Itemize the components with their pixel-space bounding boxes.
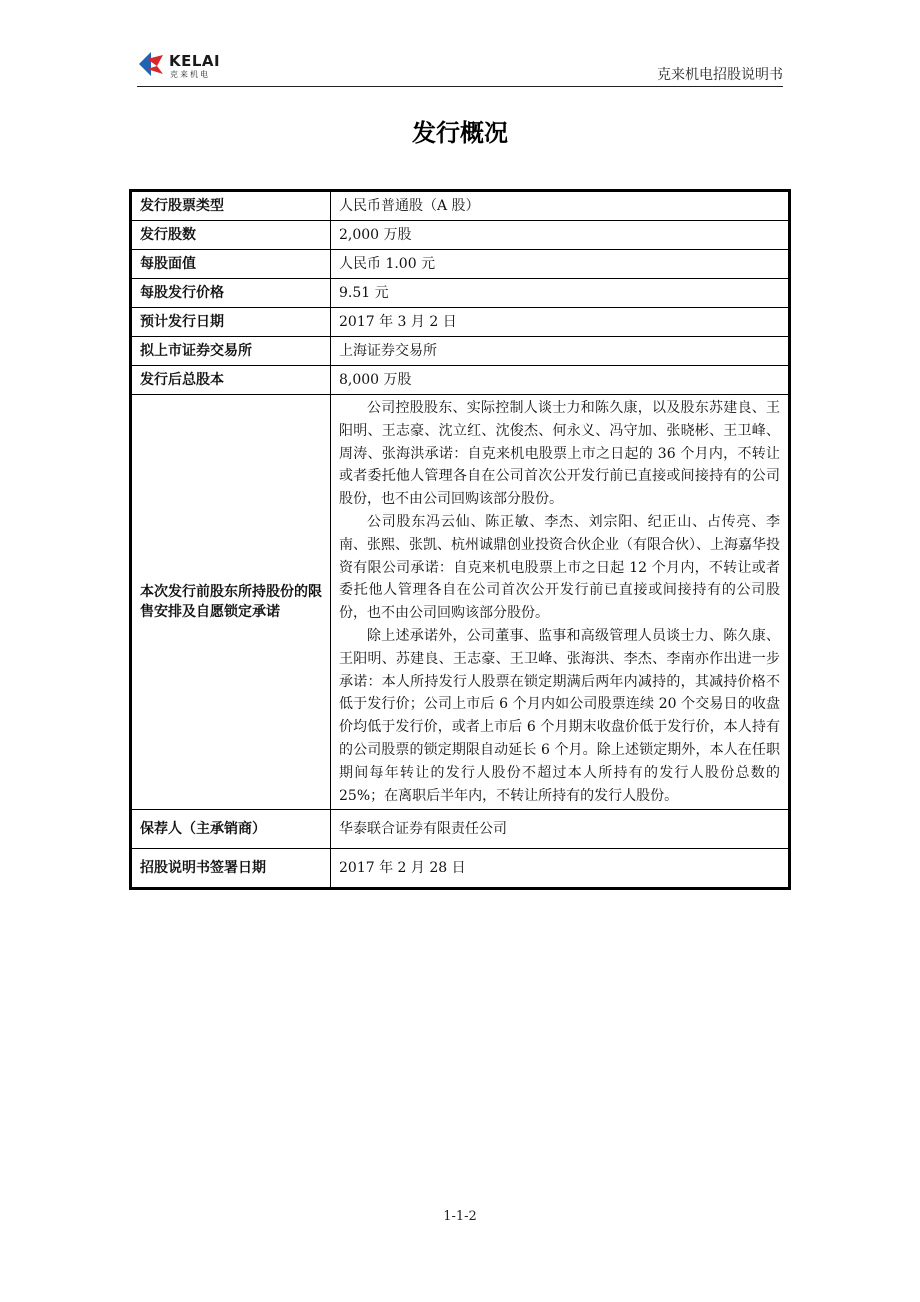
- sign-date-label: 招股说明书签署日期: [131, 849, 331, 889]
- row-label: 预计发行日期: [131, 308, 331, 337]
- document-title: 克来机电招股说明书: [657, 67, 783, 83]
- row-label: 发行股票类型: [131, 191, 331, 221]
- table-row: [131, 337, 790, 366]
- row-label: 拟上市证券交易所: [131, 337, 331, 366]
- lockup-label: 本次发行前股东所持股份的限售安排及自愿锁定承诺: [131, 395, 331, 810]
- page-title: 发行概况: [412, 119, 508, 147]
- lockup-paragraph: 公司股东冯云仙、陈正敏、李杰、刘宗阳、纪正山、占传亮、李南、张熙、张凯、杭州诚鼎创业投资合伙企业（有限合伙）、上海嘉华投资有限公司承诺：自克来机电股票上市之日起 12 个月内，不转让或者委托他人管理各自在公司首次公开发行前已直接或间接持有的公司股份，也不由公司回购该部分股份。: [339, 513, 780, 622]
- lockup-paragraph: 公司控股股东、实际控制人谈士力和陈久康，以及股东苏建良、王阳明、王志豪、沈立红、沈俊杰、何永义、冯守加、张晓彬、王卫峰、周涛、张海洪承诺：自克来机电股票上市之日起的 36 个月内，不转让或者委托他人管理各自在公司首次公开发行前已直接或间接持有的公司股份，也不由公司回购该部分股份。: [339, 400, 780, 508]
- table-row-sign-date: [131, 849, 790, 889]
- table-row: [131, 366, 790, 395]
- lockup-commitments: [331, 395, 790, 810]
- table-row-lockup: [131, 395, 790, 810]
- row-label: 发行后总股本: [131, 366, 331, 395]
- row-value: 2017 年 3 月 2 日: [331, 308, 790, 337]
- row-value: 2,000 万股: [331, 221, 790, 250]
- table-row: [131, 221, 790, 250]
- page-header: [137, 50, 783, 87]
- logo-subtitle: 克来机电: [170, 70, 210, 79]
- row-value: 人民币 1.00 元: [331, 250, 790, 279]
- row-label: 每股面值: [131, 250, 331, 279]
- row-value: 8,000 万股: [331, 366, 790, 395]
- row-value: 上海证券交易所: [331, 337, 790, 366]
- company-logo: [137, 50, 267, 82]
- row-label: 每股发行价格: [131, 279, 331, 308]
- table-row: [131, 279, 790, 308]
- page-number: 1-1-2: [443, 1209, 477, 1224]
- table-row-sponsor: [131, 810, 790, 849]
- row-value: 9.51 元: [331, 279, 790, 308]
- table-row: [131, 308, 790, 337]
- logo-wordmark: KELAI: [169, 52, 221, 70]
- offering-overview-table: [129, 189, 791, 890]
- sign-date-value: 2017 年 2 月 28 日: [331, 849, 790, 889]
- sponsor-value: 华泰联合证券有限责任公司: [331, 810, 790, 849]
- lockup-paragraph: 除上述承诺外，公司董事、监事和高级管理人员谈士力、陈久康、王阳明、苏建良、王志豪、王卫峰、张海洪、李杰、李南亦作出进一步承诺：本人所持发行人股票在锁定期满后两年内减持的，其减持价格不低于发行价；公司上市后 6 个月内如公司股票连续 20 个交易日的收盘价均低于发行价，或者上市后 6 个月期末收盘价低于发行价，本人持有的公司股票的锁定期限自动延长 6 个月。除上述锁定期外，本人在任职期间每年转让的发行人股份不超过本人所持有的发行人股份总数的 25%；在离职后半年内，不转让所持有的发行人股份。: [339, 627, 780, 804]
- kelai-logo-icon: [137, 50, 165, 78]
- row-label: 发行股数: [131, 221, 331, 250]
- table-row: [131, 250, 790, 279]
- table-row: [131, 191, 790, 221]
- sponsor-label: 保荐人（主承销商）: [131, 810, 331, 849]
- row-value: 人民币普通股（A 股）: [331, 191, 790, 221]
